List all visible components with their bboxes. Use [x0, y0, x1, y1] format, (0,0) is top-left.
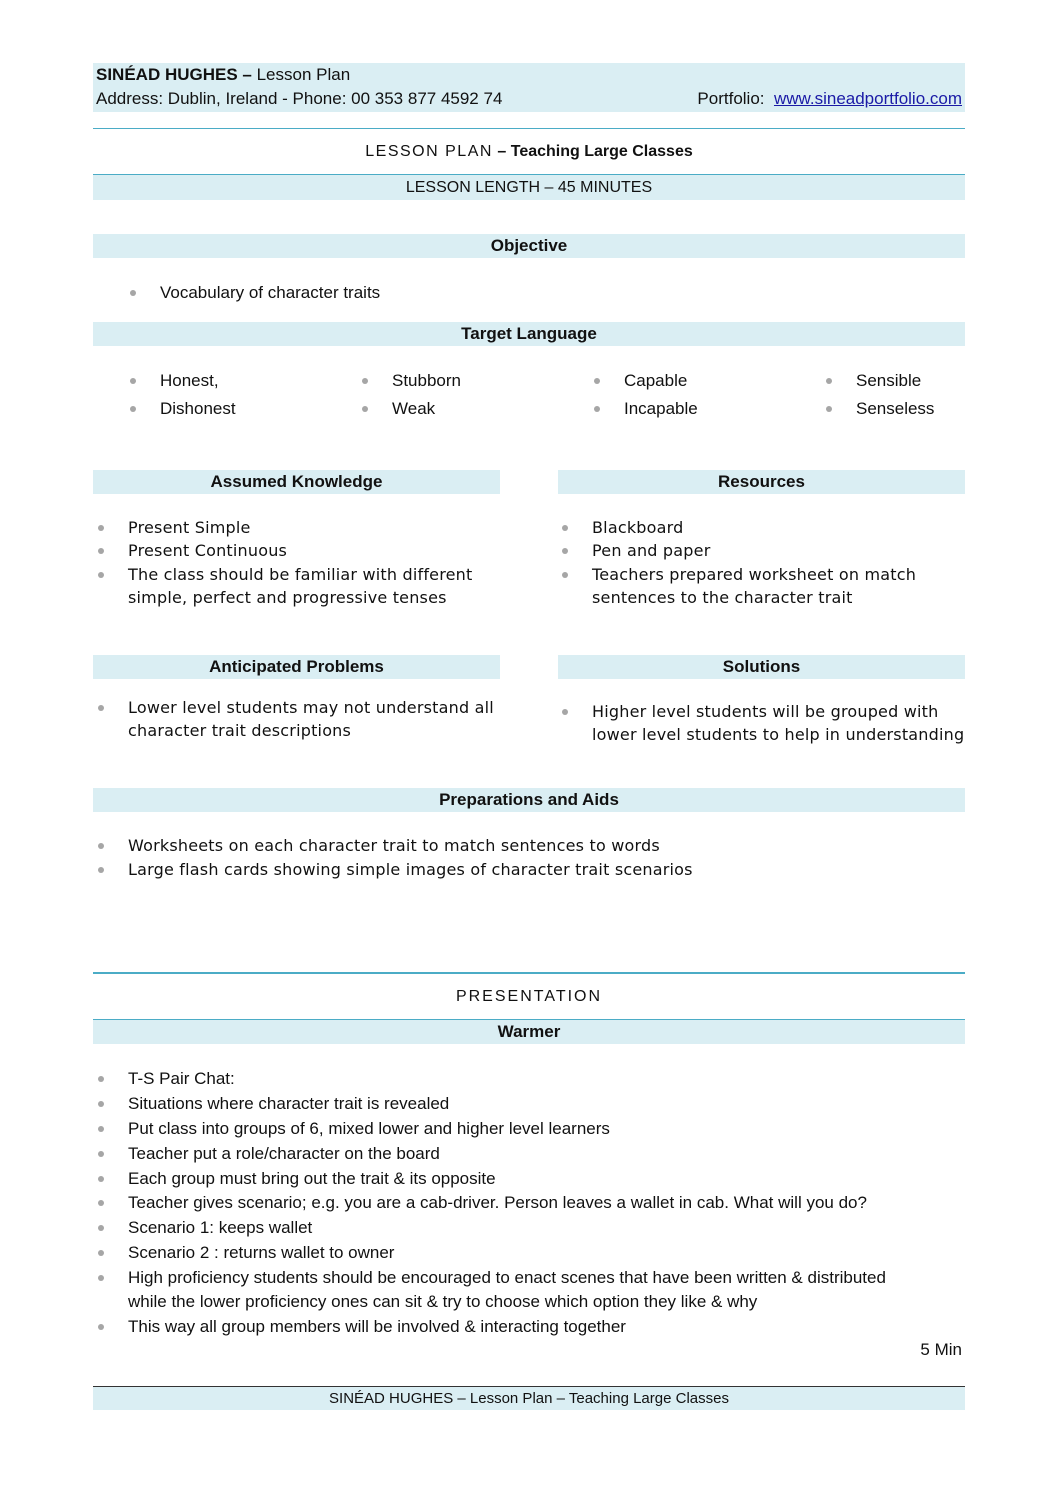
resource-item: Blackboard: [592, 518, 684, 537]
bullet-icon: [362, 378, 368, 384]
list-item: [624, 398, 698, 420]
vocab-word: Stubborn: [392, 371, 461, 390]
vocab-word: Weak: [392, 399, 436, 418]
list-item: [160, 370, 219, 392]
problem-item: Lower level students may not understand all: [128, 698, 494, 717]
list-item: [128, 1093, 449, 1115]
solution-item: Higher level students will be grouped with: [592, 702, 939, 721]
list-item: [624, 370, 687, 392]
vocab-word: Honest,: [160, 371, 219, 390]
portfolio-line: [697, 88, 962, 110]
vocab-word: Capable: [624, 371, 688, 390]
address-phone: Address: Dublin, Ireland - Phone: 00 353 877 4592 74: [96, 89, 503, 108]
warmer-item: Scenario 1: keeps wallet: [128, 1218, 313, 1237]
list-item: [856, 398, 934, 420]
warmer-item: T-S Pair Chat:: [128, 1069, 235, 1088]
bullet-icon: [362, 406, 368, 412]
vocab-word: Senseless: [856, 399, 935, 418]
bullet-icon: [98, 1225, 104, 1231]
bullet-icon: [826, 378, 832, 384]
bullet-icon: [562, 525, 568, 531]
bullet-icon: [594, 378, 600, 384]
warmer-item: Each group must bring out the trait & its opposite: [128, 1169, 496, 1188]
list-item: [128, 835, 660, 857]
list-item-continuation: [592, 587, 853, 609]
bullet-icon: [562, 572, 568, 578]
vocab-word: Sensible: [856, 371, 922, 390]
warmer-item: Situations where character trait is revealed: [128, 1094, 450, 1113]
presentation-divider: [93, 972, 965, 974]
list-item: [128, 1168, 496, 1190]
bullet-icon: [98, 705, 104, 711]
resource-item: Teachers prepared worksheet on match: [592, 565, 917, 584]
list-item: [128, 859, 693, 881]
knowledge-item: Present Continuous: [128, 541, 288, 560]
list-item: [128, 1192, 867, 1214]
resource-item: sentences to the character trait: [592, 588, 853, 607]
bullet-icon: [98, 1275, 104, 1281]
warmer-item: Teacher gives scenario; e.g. you are a cab-driver. Person leaves a wallet in cab. What will you do?: [128, 1193, 867, 1212]
list-item: [128, 517, 251, 539]
list-item-continuation: [128, 1291, 757, 1313]
lesson-plan-title: [93, 141, 965, 163]
warmer-heading: Warmer: [93, 1020, 965, 1044]
list-item: [392, 398, 435, 420]
list-item: [128, 1267, 886, 1289]
warmer-duration: 5 Min: [920, 1340, 962, 1359]
header-divider: [93, 128, 965, 129]
warmer-item: Put class into groups of 6, mixed lower and higher level learners: [128, 1119, 610, 1138]
list-item-continuation: [592, 724, 964, 746]
list-item: [592, 564, 916, 586]
vocab-word: Dishonest: [160, 399, 236, 418]
target-language-heading: Target Language: [93, 322, 965, 346]
list-item: [160, 398, 236, 420]
list-item: [128, 1143, 440, 1165]
bullet-icon: [562, 548, 568, 554]
list-item: [160, 282, 380, 304]
bullet-icon: [562, 709, 568, 715]
list-item: [592, 517, 684, 539]
problem-item: character trait descriptions: [128, 721, 352, 740]
resources-heading: Resources: [558, 470, 965, 494]
knowledge-item: Present Simple: [128, 518, 251, 537]
list-item: [392, 370, 461, 392]
lesson-plan-subject: Teaching Large Classes: [510, 143, 693, 160]
lesson-length: LESSON LENGTH – 45 MINUTES: [93, 175, 965, 200]
objective-item: Vocabulary of character traits: [160, 283, 381, 302]
anticipated-problems-heading: Anticipated Problems: [93, 655, 500, 679]
list-item: [592, 701, 939, 723]
bullet-icon: [826, 406, 832, 412]
bullet-icon: [98, 548, 104, 554]
objective-heading: Objective: [93, 234, 965, 258]
bullet-icon: [98, 1101, 104, 1107]
author-name: SINÉAD HUGHES –: [96, 65, 252, 84]
warmer-item: Teacher put a role/character on the board: [128, 1144, 440, 1163]
list-item-continuation: [128, 587, 447, 609]
list-item: [128, 1217, 312, 1239]
solutions-heading: Solutions: [558, 655, 965, 679]
warmer-item: while the lower proficiency ones can sit & try to choose which option they like & why: [128, 1292, 758, 1311]
portfolio-label: Portfolio:: [697, 89, 765, 108]
bullet-icon: [98, 1250, 104, 1256]
bullet-icon: [98, 1176, 104, 1182]
list-item: [128, 564, 472, 586]
title-dash: –: [497, 143, 507, 160]
solution-item: lower level students to help in understanding: [592, 725, 965, 744]
bullet-icon: [98, 525, 104, 531]
bullet-icon: [130, 378, 136, 384]
list-item: [128, 540, 287, 562]
list-item-continuation: [128, 720, 351, 742]
assumed-knowledge-heading: Assumed Knowledge: [93, 470, 500, 494]
list-item: [128, 1118, 610, 1140]
knowledge-item: The class should be familiar with different: [128, 565, 473, 584]
bullet-icon: [98, 867, 104, 873]
list-item: [128, 1316, 626, 1338]
presentation-heading: PRESENTATION: [455, 988, 603, 1005]
bullet-icon: [130, 290, 136, 296]
lesson-plan-label: LESSON PLAN: [365, 143, 493, 160]
bullet-icon: [98, 572, 104, 578]
list-item: [128, 1242, 394, 1264]
document-type: Lesson Plan: [251, 65, 351, 84]
preparation-item: Large flash cards showing simple images of character trait scenarios: [128, 860, 693, 879]
portfolio-link[interactable]: www.sineadportfolio.com: [773, 89, 962, 108]
warmer-item: Scenario 2 : returns wallet to owner: [128, 1243, 395, 1262]
bullet-icon: [98, 1324, 104, 1330]
bullet-icon: [98, 1076, 104, 1082]
header-name-line: [96, 64, 350, 86]
bullet-icon: [130, 406, 136, 412]
bullet-icon: [594, 406, 600, 412]
list-item: [856, 370, 921, 392]
bullet-icon: [98, 1200, 104, 1206]
bullet-icon: [98, 843, 104, 849]
list-item: [128, 697, 494, 719]
list-item: [592, 540, 710, 562]
vocab-word: Incapable: [624, 399, 698, 418]
bullet-icon: [98, 1126, 104, 1132]
list-item: [128, 1068, 235, 1090]
preparations-heading: Preparations and Aids: [93, 788, 965, 812]
footer: SINÉAD HUGHES – Lesson Plan – Teaching Large Classes: [93, 1387, 965, 1410]
bullet-icon: [98, 1151, 104, 1157]
preparation-item: Worksheets on each character trait to match sentences to words: [128, 836, 660, 855]
warmer-item: This way all group members will be involved & interacting together: [128, 1317, 626, 1336]
knowledge-item: simple, perfect and progressive tenses: [128, 588, 447, 607]
resource-item: Pen and paper: [592, 541, 711, 560]
warmer-item: High proficiency students should be encouraged to enact scenes that have been written & distributed: [128, 1268, 886, 1287]
